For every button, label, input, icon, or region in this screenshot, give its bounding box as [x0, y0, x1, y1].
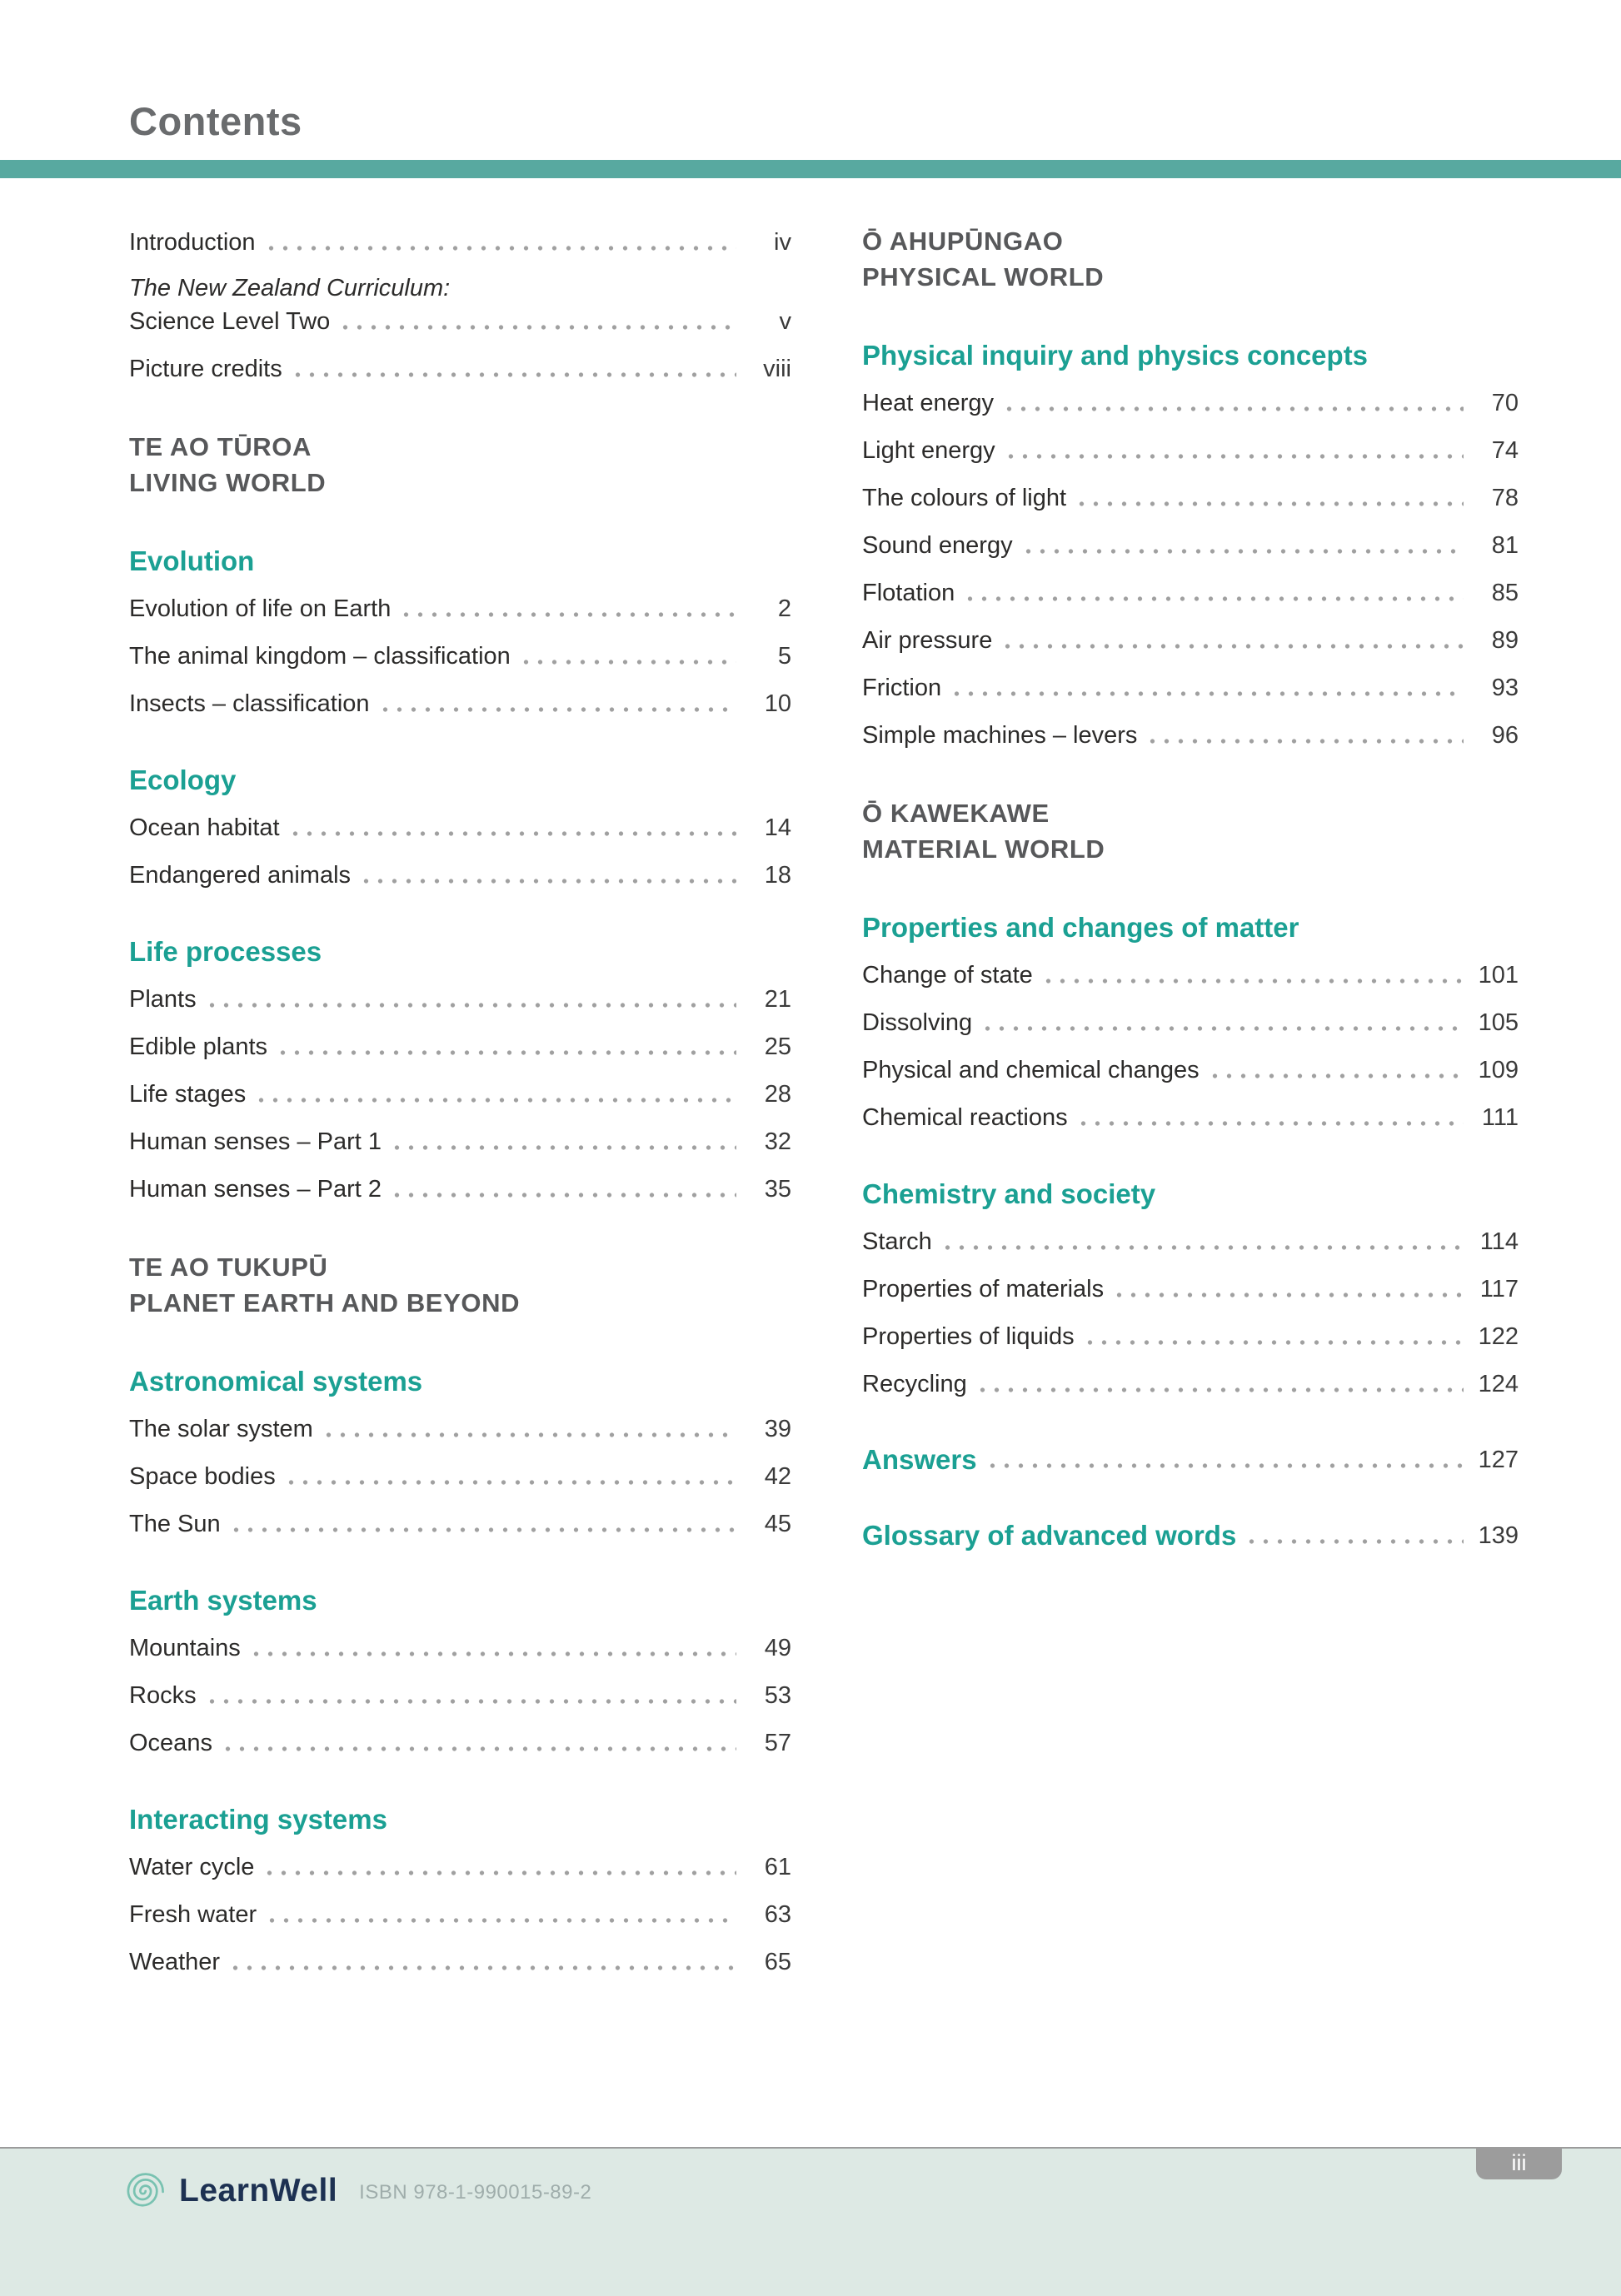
dot-leader — [262, 1868, 736, 1878]
toc-entry — [862, 386, 1519, 419]
learnwell-spiral-icon — [119, 2167, 167, 2215]
toc-entry-page-number: 93 — [1491, 675, 1519, 701]
toc-entry-accent — [862, 1442, 1519, 1476]
dot-leader — [1112, 1290, 1464, 1300]
dot-leader — [1083, 1337, 1464, 1347]
toc-entry-label: Fresh water — [129, 1901, 257, 1928]
dot-leader — [1244, 1536, 1464, 1546]
toc-entry — [862, 1100, 1519, 1133]
toc-entry-page-number: 85 — [1491, 580, 1519, 606]
dot-leader — [1041, 976, 1464, 986]
toc-entry-page-number: 139 — [1478, 1522, 1519, 1549]
toc-entry — [862, 718, 1519, 751]
toc-strand-header-line: TE AO TŪROA — [129, 432, 312, 461]
toc-entry — [129, 1077, 791, 1110]
dot-leader — [322, 1430, 736, 1440]
toc-entry — [862, 575, 1519, 609]
toc-entry — [862, 1053, 1519, 1086]
toc-entry-label: Ocean habitat — [129, 814, 280, 841]
dot-leader — [288, 829, 736, 839]
dot-leader — [1145, 736, 1464, 746]
toc-entry — [862, 1272, 1519, 1305]
toc-entry-label: Picture credits — [129, 356, 282, 382]
toc-entry-label: Simple machines – levers — [862, 722, 1138, 749]
dot-leader — [519, 657, 736, 667]
page-title: Contents — [129, 99, 302, 143]
dot-leader — [980, 1023, 1464, 1033]
dot-leader — [975, 1385, 1464, 1395]
dot-leader — [963, 594, 1464, 604]
toc-topic-heading: Astronomical systems — [129, 1366, 423, 1397]
toc-entry-page-number: 49 — [764, 1635, 791, 1661]
toc-entry-page-number: 70 — [1491, 390, 1519, 416]
toc-entry-label: Recycling — [862, 1371, 967, 1397]
dot-leader — [378, 705, 736, 715]
toc-entry-label: Properties of liquids — [862, 1323, 1075, 1350]
toc-strand-header-line: PHYSICAL WORLD — [862, 262, 1105, 291]
toc-entry — [862, 1319, 1519, 1352]
toc-entry — [129, 1507, 791, 1540]
toc-entry — [129, 858, 791, 891]
toc-topic-heading: Life processes — [129, 936, 322, 967]
toc-entry-label: The animal kingdom – classification — [129, 643, 511, 670]
toc-entry-label: The Sun — [129, 1511, 221, 1537]
toc-entry-page-number: 42 — [764, 1463, 791, 1490]
toc-strand-header — [129, 1249, 791, 1321]
dot-leader — [338, 322, 736, 332]
toc-entry — [862, 1224, 1519, 1258]
toc-entry — [862, 1367, 1519, 1400]
toc-entry-page-number: 111 — [1481, 1104, 1519, 1131]
dot-leader — [940, 1243, 1464, 1253]
toc-entry — [129, 982, 791, 1015]
toc-entry-page-number: 78 — [1491, 485, 1519, 511]
toc-entry — [129, 1029, 791, 1063]
toc-entry-page-number: viii — [763, 356, 791, 382]
toc-entry-label: Sound energy — [862, 532, 1013, 559]
toc-entry-page-number: 21 — [764, 986, 791, 1013]
dot-leader — [1076, 1118, 1464, 1128]
toc-topic-heading: Ecology — [129, 765, 237, 795]
toc-entry-label: Heat energy — [862, 390, 994, 416]
toc-entry-label: Life stages — [129, 1081, 247, 1108]
dot-leader — [276, 1048, 736, 1058]
toc-entry-label: Mountains — [129, 1635, 241, 1661]
toc-topic-heading: Evolution — [129, 545, 255, 576]
toc-entry — [862, 623, 1519, 656]
toc-entry — [129, 351, 791, 385]
dot-leader — [1000, 641, 1464, 651]
toc-entry-page-number: 32 — [764, 1128, 791, 1155]
toc-entry-page-number: 114 — [1479, 1228, 1519, 1255]
dot-leader — [229, 1525, 736, 1535]
dot-leader — [359, 876, 736, 886]
toc-entry-page-number: 127 — [1478, 1447, 1519, 1473]
toc-entry — [129, 1631, 791, 1664]
brand-name: LearnWell — [179, 2173, 338, 2209]
toc-entry — [129, 1412, 791, 1445]
toc-entry-label: Evolution of life on Earth — [129, 595, 392, 622]
dot-leader — [221, 1744, 736, 1754]
brand-logo — [119, 2167, 591, 2215]
toc-entry-page-number: 39 — [764, 1416, 791, 1442]
toc-entry-page-number: 25 — [764, 1033, 791, 1060]
toc-entry-label: Space bodies — [129, 1463, 276, 1490]
toc-entry-label: Starch — [862, 1228, 932, 1255]
toc-entry — [862, 528, 1519, 561]
toc-entry-label: Edible plants — [129, 1033, 268, 1060]
toc-entry-page-number: 74 — [1491, 437, 1519, 464]
toc-entry-label: Physical and chemical changes — [862, 1057, 1200, 1083]
dot-leader — [399, 610, 736, 620]
toc-entry-label: Human senses – Part 2 — [129, 1176, 382, 1203]
dot-leader — [205, 1000, 736, 1010]
toc-entry — [129, 1850, 791, 1883]
dot-leader — [265, 1915, 736, 1925]
toc-entry-page-number: 14 — [764, 814, 791, 841]
toc-entry — [129, 1124, 791, 1158]
toc-entry-label: Oceans — [129, 1730, 212, 1756]
toc-entry — [862, 958, 1519, 991]
dot-leader — [264, 243, 736, 253]
toc-entry-page-number: 63 — [764, 1901, 791, 1928]
dot-leader — [1004, 451, 1464, 461]
toc-entry-page-number: 101 — [1478, 962, 1519, 989]
toc-entry-label: The solar system — [129, 1416, 313, 1442]
toc-entry-label: Science Level Two — [129, 308, 331, 335]
toc-entry-label: Glossary of advanced words — [862, 1520, 1237, 1551]
toc-entry — [862, 670, 1519, 704]
isbn-text: ISBN 978-1-990015-89-2 — [359, 2181, 592, 2204]
toc-entry — [129, 1897, 791, 1930]
toc-strand-header-line: Ō KAWEKAWE — [862, 799, 1050, 828]
toc-entry-page-number: 81 — [1491, 532, 1519, 559]
toc-topic-heading: Earth systems — [129, 1585, 317, 1616]
toc-entry-label-italic: The New Zealand Curriculum: — [129, 275, 451, 301]
toc-entry-page-number: v — [779, 308, 791, 335]
footer — [0, 2147, 1621, 2296]
toc-column-right — [862, 223, 1519, 1566]
dot-leader — [291, 370, 736, 380]
dot-leader — [390, 1143, 736, 1153]
toc-entry-label: Air pressure — [862, 627, 993, 654]
toc-topic-heading: Properties and changes of matter — [862, 912, 1299, 943]
dot-leader — [985, 1461, 1464, 1471]
toc-entry-page-number: 124 — [1478, 1371, 1519, 1397]
toc-entry-label: Dissolving — [862, 1009, 973, 1036]
toc-entry-page-number: 61 — [764, 1854, 791, 1880]
toc-entry-label: Human senses – Part 1 — [129, 1128, 382, 1155]
toc-entry-page-number: 122 — [1478, 1323, 1519, 1350]
header-divider-bar — [0, 160, 1621, 178]
toc-entry — [862, 1005, 1519, 1038]
toc-topic-heading: Interacting systems — [129, 1804, 387, 1835]
toc-entry — [862, 481, 1519, 514]
toc-entry-label: Flotation — [862, 580, 955, 606]
toc-entry-label: Introduction — [129, 229, 256, 256]
toc-entry — [862, 433, 1519, 466]
toc-entry-page-number: iv — [774, 229, 791, 256]
toc-entry-page-number: 57 — [764, 1730, 791, 1756]
dot-leader — [284, 1477, 736, 1487]
toc-entry-label: Light energy — [862, 437, 995, 464]
toc-topic-heading: Chemistry and society — [862, 1178, 1156, 1209]
dot-leader — [249, 1649, 736, 1659]
toc-entry-label: Insects – classification — [129, 690, 370, 717]
toc-entry-page-number: 53 — [764, 1682, 791, 1709]
toc-entry-page-number: 109 — [1478, 1057, 1519, 1083]
toc-strand-header-line: TE AO TUKUPŪ — [129, 1253, 328, 1282]
toc-strand-header — [862, 795, 1519, 867]
toc-entry — [129, 639, 791, 672]
toc-entry-label: Answers — [862, 1444, 977, 1475]
toc-entry-page-number: 96 — [1491, 722, 1519, 749]
toc-entry — [129, 1945, 791, 1978]
toc-entry-label: Change of state — [862, 962, 1033, 989]
dot-leader — [254, 1095, 736, 1105]
dot-leader — [390, 1190, 736, 1200]
toc-entry-accent — [862, 1518, 1519, 1551]
toc-entry — [129, 1172, 791, 1205]
toc-entry-page-number: 2 — [777, 595, 791, 622]
toc-entry-page-number: 5 — [777, 643, 791, 670]
toc-strand-header-line: PLANET EARTH AND BEYOND — [129, 1288, 521, 1317]
dot-leader — [205, 1696, 736, 1706]
toc-entry-label: The colours of light — [862, 485, 1067, 511]
dot-leader — [1075, 499, 1464, 509]
toc-entry — [129, 1459, 791, 1492]
toc-entry — [129, 225, 791, 258]
toc-entry-label: Endangered animals — [129, 862, 352, 889]
toc-entry-page-number: 18 — [764, 862, 791, 889]
dot-leader — [1002, 404, 1464, 414]
toc-entry-two-line — [129, 272, 791, 337]
toc-entry — [129, 686, 791, 720]
toc-strand-header-line: LIVING WORLD — [129, 468, 327, 497]
dot-leader — [950, 689, 1464, 699]
toc-entry — [129, 1726, 791, 1759]
toc-entry-page-number: 65 — [764, 1949, 791, 1975]
dot-leader — [1208, 1071, 1464, 1081]
toc-entry-page-number: 105 — [1478, 1009, 1519, 1036]
toc-entry-label: Plants — [129, 986, 197, 1013]
toc-entry-label: Friction — [862, 675, 942, 701]
toc-strand-header-line: MATERIAL WORLD — [862, 834, 1105, 864]
toc-entry-label: Rocks — [129, 1682, 197, 1709]
toc-topic-heading: Physical inquiry and physics concepts — [862, 340, 1369, 371]
toc-strand-header-line: Ō AHUPŪNGAO — [862, 227, 1064, 256]
toc-strand-header — [862, 223, 1519, 295]
toc-entry-label: Water cycle — [129, 1854, 255, 1880]
dot-leader — [228, 1963, 736, 1973]
toc-entry-page-number: 45 — [764, 1511, 791, 1537]
toc-entry — [129, 810, 791, 844]
page-number-tab: iii — [1476, 2147, 1562, 2179]
toc-entry — [129, 591, 791, 625]
toc-entry — [129, 1678, 791, 1711]
toc-entry-page-number: 10 — [764, 690, 791, 717]
toc-entry-page-number: 28 — [764, 1081, 791, 1108]
toc-strand-header — [129, 429, 791, 501]
toc-entry-page-number: 35 — [764, 1176, 791, 1203]
dot-leader — [1021, 546, 1464, 556]
toc-column-left — [129, 225, 791, 1992]
toc-entry-label: Properties of materials — [862, 1276, 1105, 1302]
toc-entry-page-number: 117 — [1479, 1276, 1519, 1302]
toc-entry-label: Chemical reactions — [862, 1104, 1068, 1131]
toc-entry-page-number: 89 — [1491, 627, 1519, 654]
toc-entry-label: Weather — [129, 1949, 221, 1975]
